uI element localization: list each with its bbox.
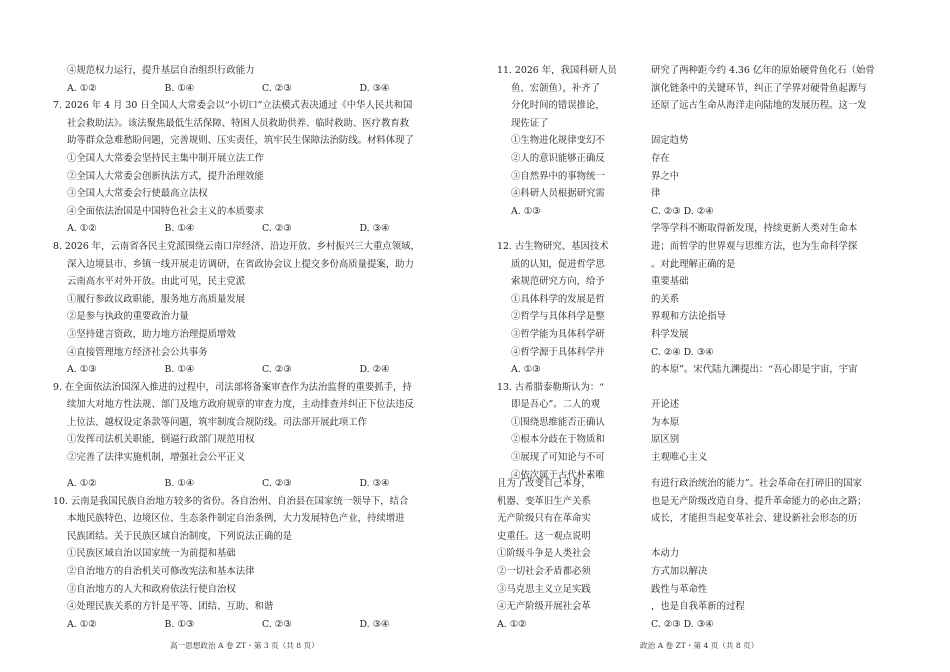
text-line: 现佐证了 (511, 117, 549, 129)
answer-option: C. ②③ (262, 478, 292, 489)
text-line (651, 115, 881, 133)
text-line: 存在 (651, 152, 670, 164)
text-line: ②哲学与具体科学是整 (511, 311, 605, 323)
text-line: ④规范权力运行，提升基层自治组织行政能力 (67, 65, 255, 76)
text-line: A. ①③ (511, 364, 541, 376)
answer-option: B. ①④ (164, 478, 195, 489)
text-line: ③展现了可知论与不可 (511, 452, 605, 464)
text-line: 鱼、宏颌鱼），补齐了 (511, 82, 601, 94)
text-line: C. ②③ D. ②④ (651, 205, 714, 217)
answer-options (53, 475, 457, 493)
right-page (475, 0, 950, 672)
text-line: 深入边境县市、乡镇一线开展走访调研，在省政协会议上提交多份高质量提案，助力 (67, 258, 414, 270)
text-line: ②是参与执政的重要政治力量 (67, 311, 189, 323)
text-line: ④直接管理地方经济社会公共事务 (67, 346, 208, 358)
text-line: 续加大对地方性法规、部门及地方政府规章的审查力度，主动排查并纠正下位法违反 (67, 399, 414, 411)
answer-option: C. ②③ (262, 618, 292, 630)
text-line: 机器、变革旧生产关系 (497, 495, 591, 507)
text-line: ①生物进化规律变幻不 (511, 135, 605, 147)
text-line: C. ②④ D. ③④ (651, 346, 714, 358)
right-column-left-upper (497, 62, 625, 484)
text-line: ①具体科学的发展是哲 (511, 293, 605, 305)
text-line: C. ②③ D. ③④ (651, 618, 714, 630)
text-line: ②自治地方的自治机关可修改宪法和基本法律 (67, 565, 255, 577)
text-line: ③全国人大常委会行使最高立法权 (67, 188, 208, 200)
text-line: 11. 2026 年，我国科研人员 (497, 65, 617, 76)
text-line: ②人的意识能够正确反 (511, 152, 605, 164)
text-line: 还原了远古生命从海洋走向陆地的发展历程。这一发 (651, 100, 867, 112)
text-line: 本地民族特色、边境区位、生态条件制定自治条例，大力发展特色产业，持续增进 (67, 513, 405, 525)
text-line: 界观和方法论指导 (651, 311, 727, 323)
answer-option: A. ①② (67, 618, 97, 630)
text-line: 有进行政治统治的能力”。社会革命在打碎旧的国家 (651, 478, 863, 489)
answer-option: C. ②③ (262, 364, 292, 376)
answer-options (53, 80, 457, 98)
text-line: ③坚持建言资政，助力地方治理提质增效 (67, 328, 236, 340)
text-line: 为本原 (651, 416, 680, 428)
text-line: ④无产阶级开展社会革 (497, 601, 591, 613)
text-line: ③自治地方的人大和政府依法行使自治权 (67, 583, 236, 595)
text-line: 践性与革命性 (651, 583, 708, 595)
text-line: ③哲学能为具体科学研 (511, 328, 605, 340)
text-line: ④科研人员根据研究需 (511, 188, 605, 200)
text-line: ，也是自我革新的过程 (651, 601, 745, 613)
answer-option: D. ③④ (359, 82, 390, 94)
answer-option: A. ①③ (67, 364, 97, 376)
text-line: ②全国人大常委会创新执法方式，提升治理效能 (67, 170, 264, 182)
text-line (651, 379, 881, 397)
text-line: ②完善了法律实施机制，增强社会公平正义 (67, 452, 246, 464)
text-line: 的关系 (651, 293, 680, 305)
text-line: 研究了两种距今约 4.36 亿年的原始硬骨鱼化石（始骨 (651, 65, 875, 76)
text-line: ④处理民族关系的方针是平等、团结、互助、和谐 (67, 601, 274, 613)
right-column-left-lower (497, 475, 625, 633)
text-line: ①履行参政议政职能，服务地方高质量发展 (67, 293, 246, 305)
answer-options (53, 616, 457, 634)
text-line: ①全国人大常委会坚持民主集中制开展立法工作 (67, 152, 264, 164)
text-line: ①民族区域自治以国家统一为前提和基础 (67, 548, 236, 560)
left-column-lower (53, 475, 457, 633)
text-line: A. ①② (497, 618, 527, 630)
right-column-right-upper (651, 62, 881, 467)
answer-options (53, 220, 457, 238)
text-line: 7. 2026 年 4 月 30 日全国人大常委会以“小切口”立法模式表决通过《中华人民共和国 (53, 100, 413, 112)
text-line: 进；而哲学的世界观与思维方法，也为生命科学探 (651, 240, 858, 252)
text-line: 界之中 (651, 170, 680, 182)
text-line: ②一切社会矛盾都必须 (497, 565, 591, 577)
text-line: 助等群众急难愁盼问题，完善规则、压实责任，筑牢民生保障法治防线。材料体现了 (67, 135, 414, 147)
answer-option: B. ①③ (164, 618, 195, 630)
text-line: A. ①③ (511, 205, 541, 217)
text-line: 律 (651, 188, 661, 200)
text-line: 12. 古生物研究、基因技术 (497, 240, 609, 252)
page-footer-right: 政治 A 卷 ZT・第 4 页（共 8 页） (640, 641, 759, 650)
answer-option: B. ①④ (164, 364, 195, 376)
text-line: 社会救助法》。该法聚焦最低生活保障、特困人员救助供养、临时救助、医疗教育救 (67, 117, 410, 129)
text-line: 学等学科不断取得新发现，持续更新人类对生命本 (651, 223, 858, 235)
text-line: 13. 古希腊泰勒斯认为：“ (497, 381, 605, 393)
text-line: 的本原”。宋代陆九渊提出：“吾心即是宇宙，宇宙 (651, 364, 858, 376)
left-column-upper (53, 62, 457, 467)
answer-option: D. ③④ (359, 223, 390, 235)
text-line: 重要基础 (651, 276, 689, 288)
answer-options (53, 361, 457, 379)
text-line: 且为了改变自己本身， (497, 478, 591, 489)
text-line: ①围绕思维能否正确认 (511, 416, 605, 428)
text-line: 无产阶级只有在革命实 (497, 513, 591, 525)
text-line: ④哲学源于具体科学并 (511, 346, 605, 358)
text-line: 。对此理解正确的是 (651, 258, 736, 270)
text-line: 民族团结。关于民族区域自治制度，下列说法正确的是 (67, 530, 293, 542)
answer-option: B. ①④ (164, 223, 195, 235)
answer-option: D. ③④ (359, 478, 390, 489)
text-line: 10. 云南是我国民族自治地方较多的省份。各自治州、自治县在国家统一领导下，结合 (53, 495, 409, 507)
text-line: 史重任。这一观点说明 (497, 530, 591, 542)
text-line: ④依次属于古代朴素唯 (511, 469, 605, 481)
text-line: 演化链条中的关键环节，纠正了学界对硬骨鱼起源与 (651, 82, 867, 94)
text-line: 方式加以解决 (651, 565, 708, 577)
text-line: ①阶级斗争是人类社会 (497, 548, 591, 560)
answer-option: C. ②③ (262, 223, 292, 235)
text-line: 云南高水平对外开放。由此可见，民主党派 (67, 276, 246, 288)
text-line: 本动力 (651, 548, 680, 560)
page-footer-left: 高一思想政治 A 卷 ZT・第 3 页（共 8 页） (170, 641, 319, 650)
text-line: 成长，才能担当起变革社会、建设新社会形态的历 (651, 513, 858, 525)
text-line: 也是无产阶级改造自身、提升革命能力的必由之路； (651, 495, 867, 507)
text-line: 8. 2026 年，云南省各民主党派围绕云南口岸经济、沿边开放、乡村振兴三大重点领域， (53, 240, 420, 252)
text-line: 分化时间的错误推论， (511, 100, 605, 112)
text-line: 9. 在全面依法治国深入推进的过程中，司法部将备案审查作为法治监督的重要抓手，持 (53, 381, 412, 393)
text-line: 质的认知，促进哲学思 (511, 258, 605, 270)
text-line: ②根本分歧在于物质和 (511, 434, 605, 446)
text-line: ③自然界中的事物统一 (511, 170, 605, 182)
text-line: 科学发展 (651, 328, 689, 340)
answer-option: B. ①④ (164, 82, 195, 94)
answer-option: D. ②④ (359, 364, 390, 376)
text-line: ④全面依法治国是中国特色社会主义的本质要求 (67, 205, 264, 217)
text-line (651, 528, 891, 546)
text-line: 固定趋势 (651, 135, 689, 147)
answer-option: D. ③④ (359, 618, 390, 630)
text-line: 原区别 (651, 434, 680, 446)
answer-option: C. ②③ (262, 82, 292, 94)
answer-option: A. ①② (67, 82, 97, 94)
text-line: ③马克思主义立足实践 (497, 583, 591, 595)
answer-option: A. ①② (67, 478, 97, 489)
text-line (497, 220, 625, 238)
text-line: 索规范研究方向，给予 (511, 276, 605, 288)
answer-option: A. ①② (67, 223, 97, 235)
text-line: 开论述 (651, 399, 680, 411)
right-column-right-lower (651, 475, 891, 633)
text-line: ①发挥司法机关职能，倒逼行政部门规范用权 (67, 434, 255, 446)
text-line: 上位法、越权设定条款等问题，筑牢制度合规防线。司法部开展此项工作 (67, 416, 368, 428)
text-line: 即是吾心”。二人的观 (511, 399, 601, 411)
text-line: 主观唯心主义 (651, 452, 708, 464)
